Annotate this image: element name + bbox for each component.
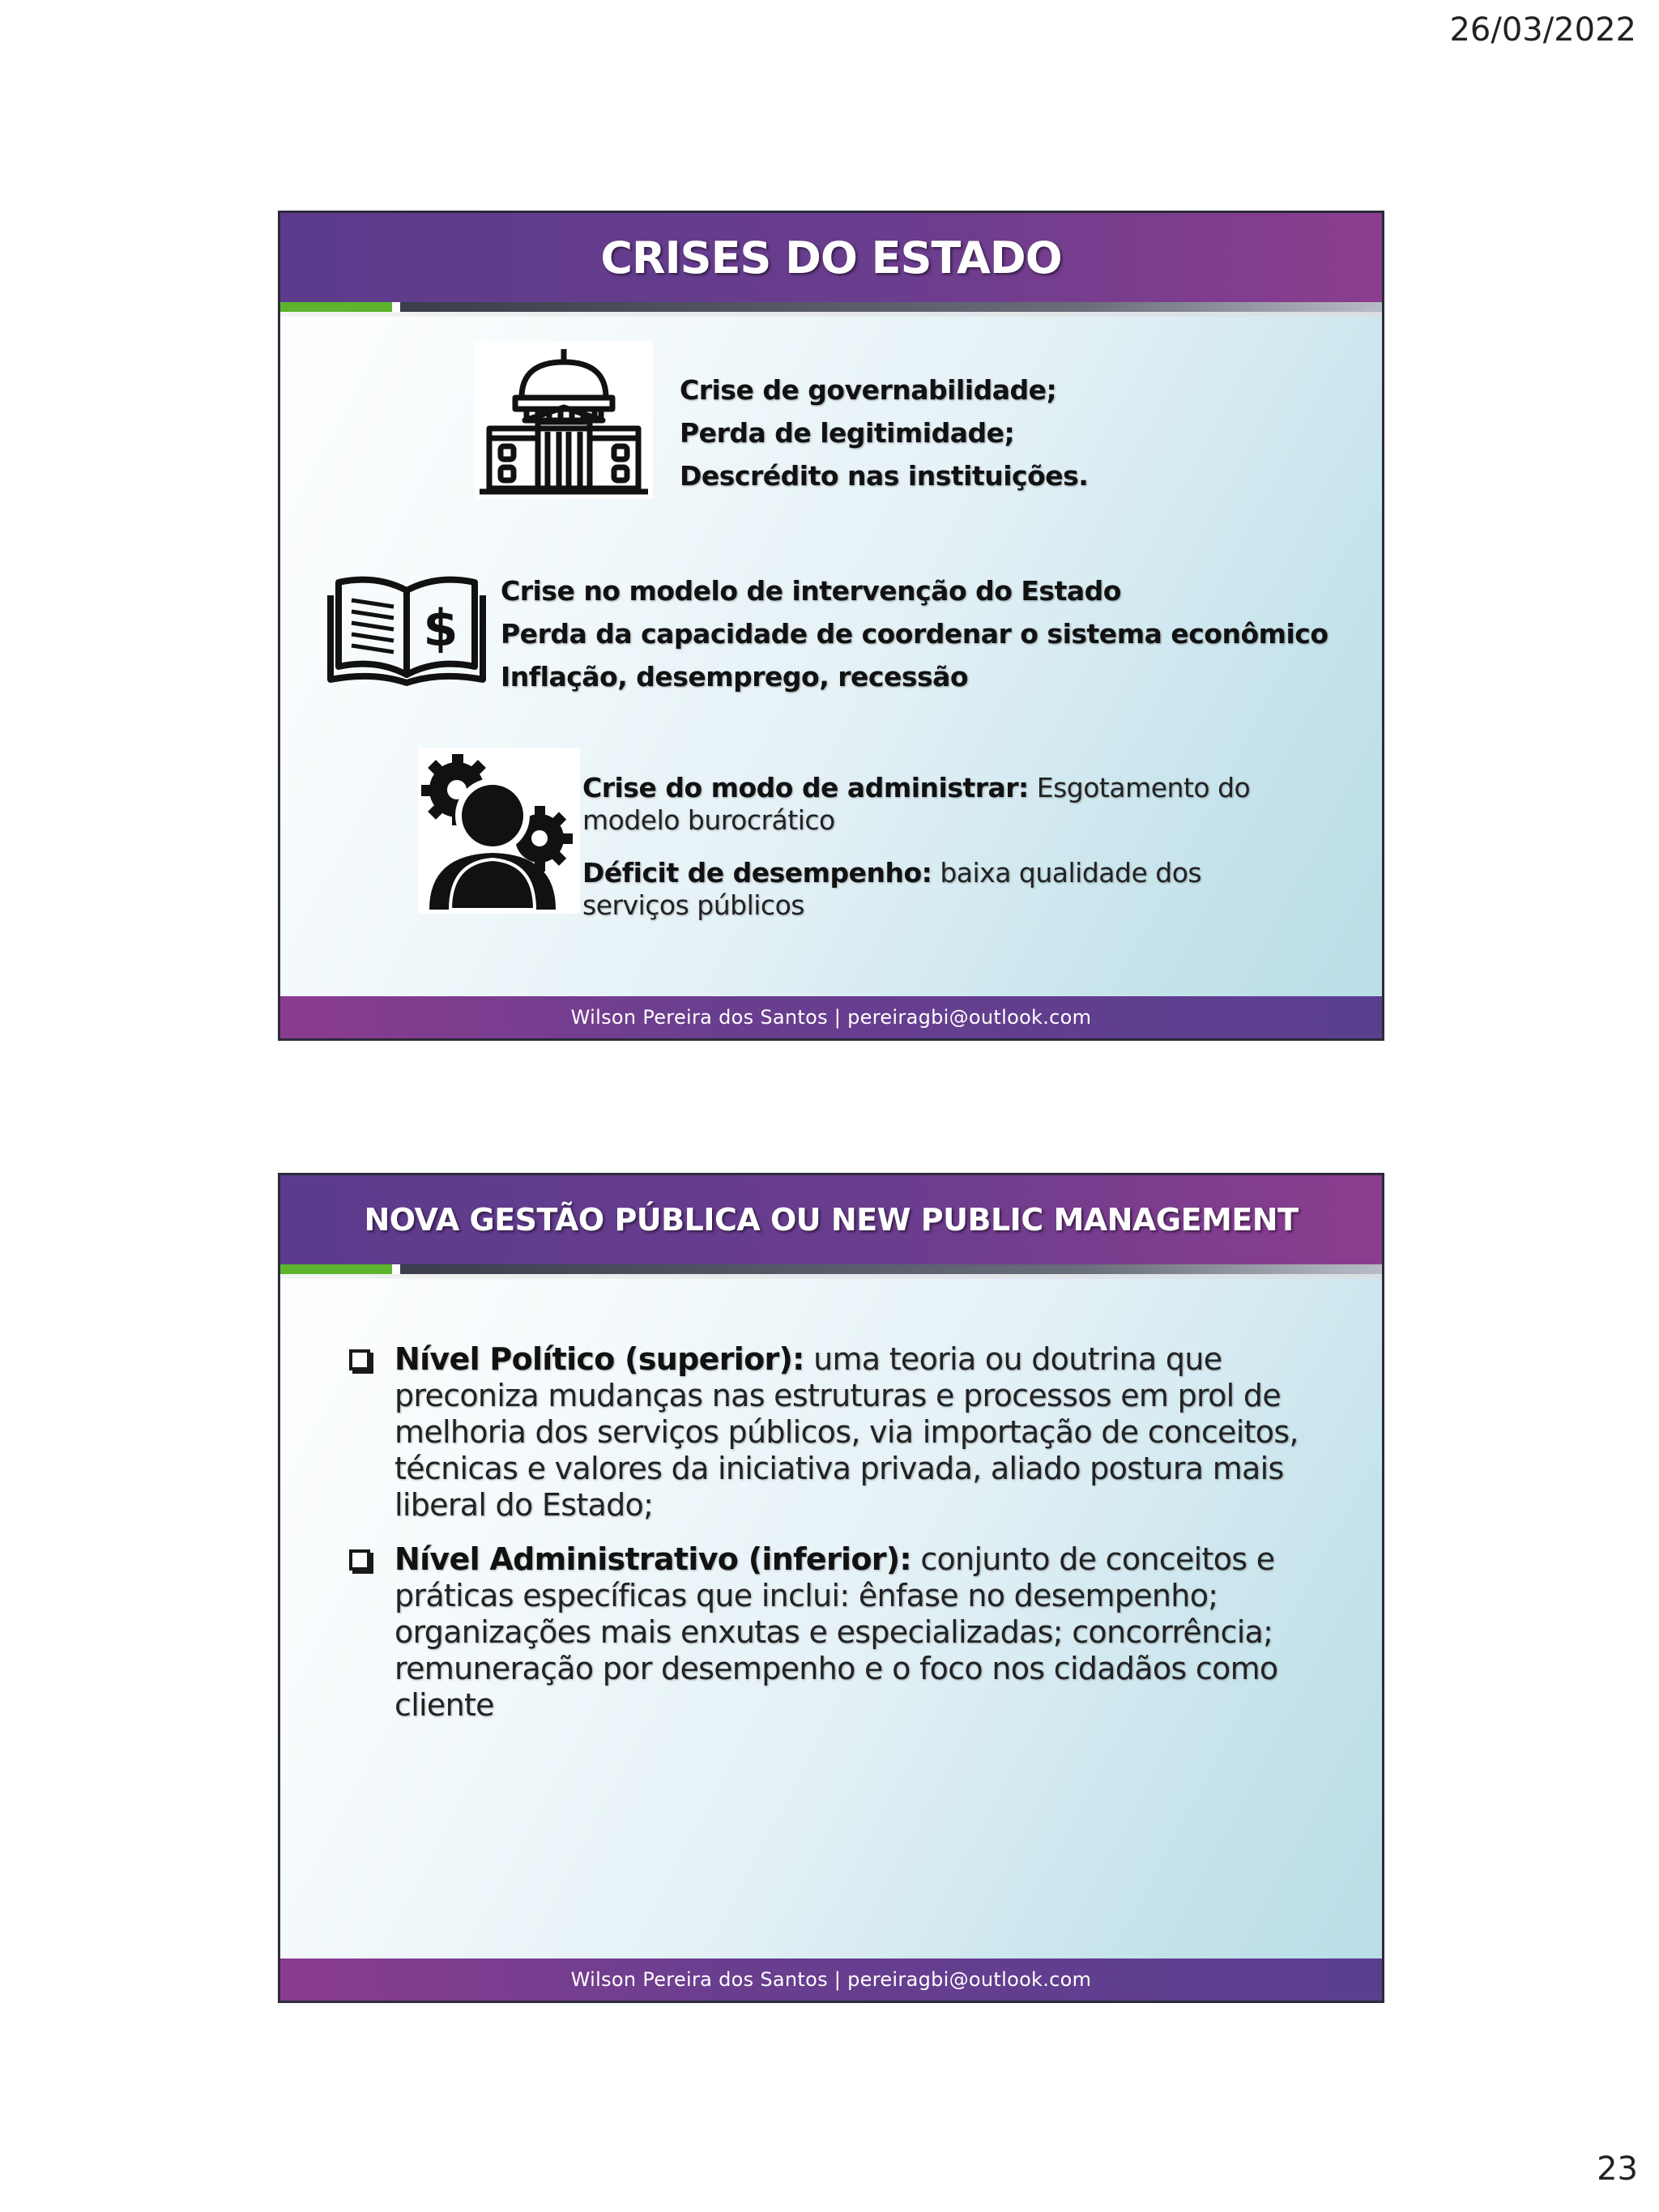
list-item: Descrédito nas instituições. [680, 460, 1089, 492]
footer-author-email: Wilson Pereira dos Santos | pereiragbi@outlook.com [570, 1968, 1092, 1991]
bullet-label: Nível Administrativo (inferior): [394, 1541, 911, 1577]
slide-footer [280, 996, 1382, 1038]
list-item: Perda da capacidade de coordenar o sistema econômico [501, 618, 1328, 650]
list-item: Perda de legitimidade; [680, 417, 1015, 449]
accent-underline [280, 312, 1382, 317]
item-text: baixa qualidade dos serviços públicos [582, 857, 1202, 921]
list-item: Crise de governabilidade; [680, 374, 1057, 406]
bullet-list [349, 1341, 1321, 1741]
list-item: Inflação, desemprego, recessão [501, 661, 969, 693]
item-label: Déficit de desempenho: [582, 857, 932, 889]
page-number: 23 [1597, 2150, 1638, 2188]
slide-nova-gestao-publica [278, 1173, 1384, 2003]
bullet-nivel-politico [349, 1341, 1321, 1524]
intervention-crisis-list [501, 569, 1328, 698]
governance-crisis-list [680, 369, 1088, 497]
person-gears-icon [418, 748, 580, 914]
bullet-text: uma teoria ou doutrina que preconiza mudanças nas estruturas e processos em prol de melhoria dos serviços públicos, via importação de conceitos, técnicas e valores da iniciativa privada, aliado postura mais liberal do Estado; [394, 1341, 1299, 1523]
svg-text:$: $ [423, 599, 458, 658]
slide-title: NOVA GESTÃO PÚBLICA OU NEW PUBLIC MANAGEMENT [364, 1202, 1299, 1238]
slide-title: CRISES DO ESTADO [600, 232, 1062, 283]
accent-underline [280, 1274, 1382, 1279]
checkbox-bullet-icon [349, 1549, 370, 1571]
book-dollar-icon [327, 571, 486, 686]
accent-bar [280, 302, 1382, 312]
bullet-label: Nível Político (superior): [394, 1341, 804, 1377]
bullet-nivel-administrativo [349, 1541, 1321, 1724]
item-text: Esgotamento do modelo burocrático [582, 772, 1251, 836]
capitol-building-icon [475, 341, 653, 499]
list-item: Crise no modelo de intervenção do Estado [501, 575, 1121, 607]
checkbox-bullet-icon [349, 1349, 370, 1370]
slide-footer [280, 1958, 1382, 2001]
slide-header [280, 1175, 1382, 1264]
bullet-text: conjunto de conceitos e práticas específicas que inclui: ênfase no desempenho; organizações mais enxutas e especializadas; concorrência; remuneração por desempenho e o foco nos cidadãos como cliente [394, 1541, 1278, 1723]
slide-crises-do-estado [278, 211, 1384, 1041]
footer-author-email: Wilson Pereira dos Santos | pereiragbi@outlook.com [570, 1006, 1092, 1029]
page-date: 26/03/2022 [1449, 11, 1636, 49]
accent-bar [280, 1264, 1382, 1274]
administration-crisis-text [582, 772, 1279, 837]
performance-deficit-text [582, 857, 1279, 922]
item-label: Crise do modo de administrar: [582, 772, 1029, 803]
slide-header [280, 213, 1382, 302]
